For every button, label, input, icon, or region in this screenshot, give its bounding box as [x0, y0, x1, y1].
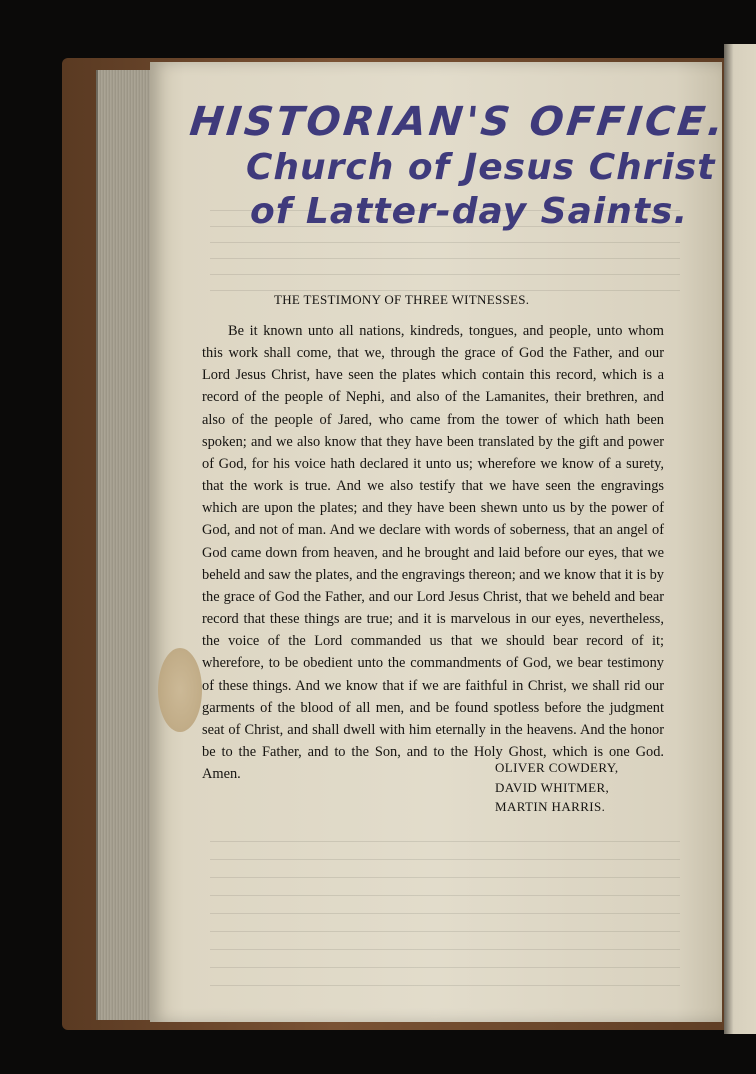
stamp-line-3: of Latter-day Saints.: [250, 191, 689, 232]
historians-office-stamp: [187, 98, 730, 234]
testimony-heading: THE TESTIMONY OF THREE WITNESSES.: [274, 292, 530, 307]
signature-martin-harris: MARTIN HARRIS.: [495, 799, 606, 814]
testimony-body: Be it known unto all nations, kindreds, tongues, and people, unto whom this work shall come, that we, through the grace of God the Father, and our Lord Jesus Christ, have seen the plates which contain this record, which is a record of the people of Nephi, and also of the Lamanites, their brethren, and also of the people of Jared, who came from the tower of which hath been spoken; and we also know that they have been translated by the gift and power of God, for his voice hath declared it unto us; wherefore we know of a surety, that the work is true. And we also testify that we have seen the engravings which are upon the plates; and they have been shewn unto us by the power of God, and not of man. And we declare with words of soberness, that an angel of God came down from heaven, and he brought and laid before our eyes, that we beheld and saw the plates, and the engravings thereon; and we know that it is by the grace of God the Father, and our Lord Jesus Christ, that we beheld and bear record that these things are true; and it is marvelous in our eyes, nevertheless, the voice of the Lord commanded us that we should bear record of it; wherefore, to be obedient unto the commandments of God, we bear testimony of these things. And we know that if we are faithful in Christ, we shall rid our garments of the blood of all men, and be found spotless before the judgment seat of Christ, and shall dwell with him eternally in the heavens. And the honor be to the Father, and to the Son, and to the Holy Ghost, which is one God. Amen.: [202, 323, 664, 783]
stamp-line-1: HISTORIAN'S OFFICE.: [187, 99, 729, 145]
stamp-line-2: Church of Jesus Christ: [246, 147, 716, 188]
signature-block: [495, 758, 695, 817]
paper-stain: [158, 648, 202, 732]
signature-oliver-cowdery: OLIVER COWDERY,: [495, 760, 619, 775]
signature-david-whitmer: DAVID WHITMER,: [495, 779, 610, 795]
bleed-through-bottom: [210, 830, 680, 1000]
